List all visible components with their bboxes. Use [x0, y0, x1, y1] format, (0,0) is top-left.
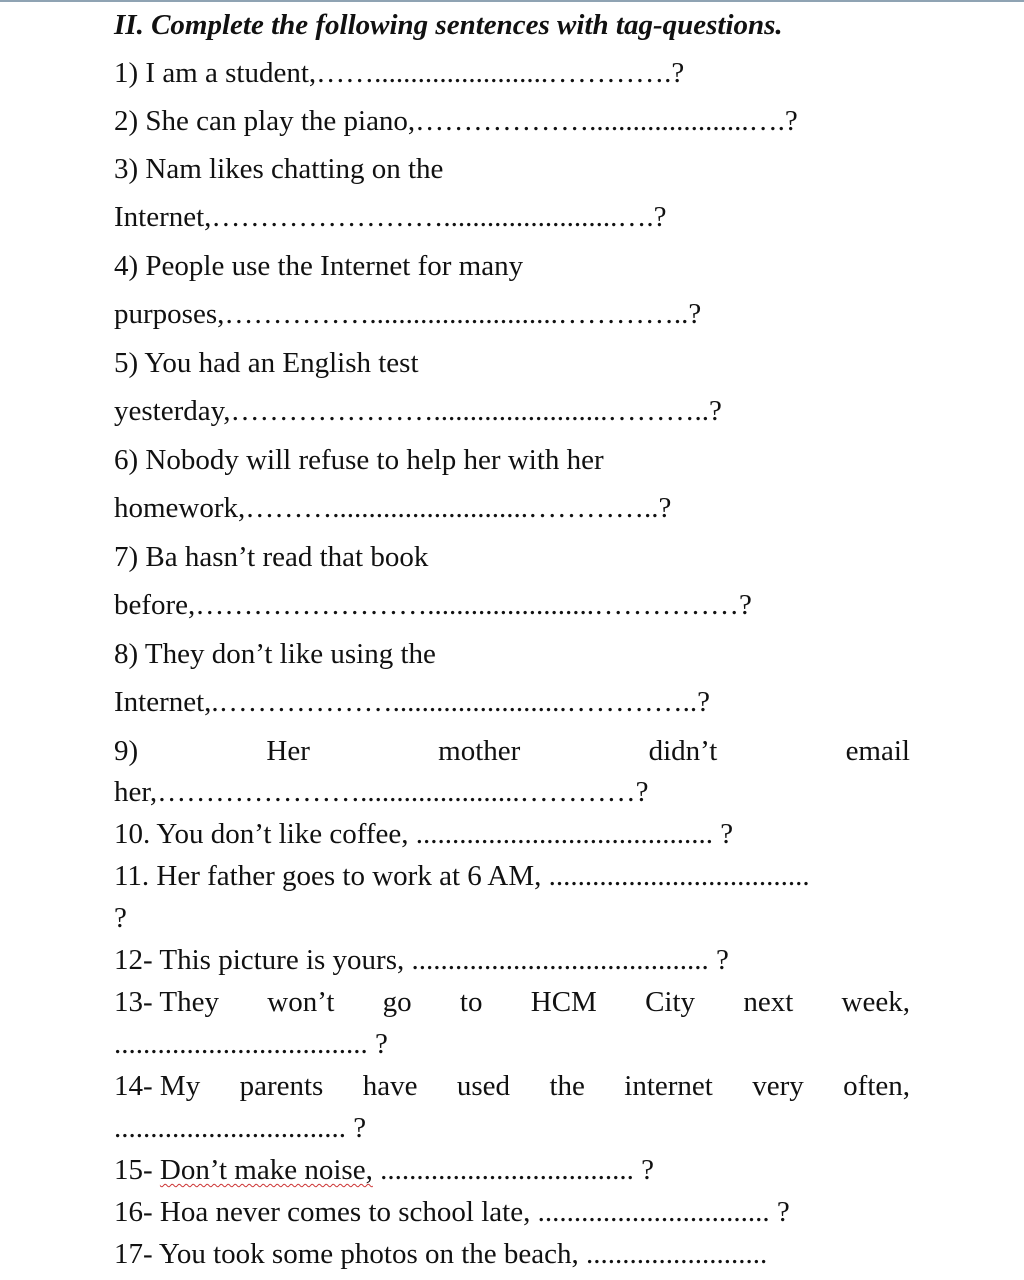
- item-13-word: City: [645, 986, 696, 1018]
- item-15-number: 15-: [114, 1154, 160, 1186]
- item-14-word: the: [549, 1070, 585, 1102]
- item-15: [114, 1153, 654, 1187]
- item-9-word: 9): [114, 735, 139, 767]
- item-13-word: go: [382, 986, 412, 1018]
- item-6-line-1: 6) Nobody will refuse to help her with her: [114, 444, 604, 476]
- item-9-word: didn’t: [648, 735, 718, 767]
- item-14-word: parents: [239, 1070, 324, 1102]
- item-5-line-2: yesterday,…………………........................………..?: [114, 395, 722, 427]
- item-14-word: very: [752, 1070, 804, 1102]
- section-heading: II. Complete the following sentences with tag-questions.: [114, 9, 783, 41]
- item-14-word: internet: [624, 1070, 713, 1102]
- item-3-line-1: 3) Nam likes chatting on the: [114, 153, 444, 185]
- item-8-line-1: 8) They don’t like using the: [114, 638, 436, 670]
- item-9-line-1: [114, 734, 910, 768]
- item-15-blank: ................................... ?: [372, 1154, 654, 1186]
- item-15-spellcheck-text: Don’t make noise,: [159, 1154, 373, 1186]
- item-9-word: email: [845, 735, 910, 767]
- item-14-line-1: [114, 1069, 910, 1103]
- item-13-word: week,: [841, 986, 910, 1018]
- item-8-line-2: Internet,.………………........................…………..?: [114, 686, 711, 718]
- item-11-line-2: ?: [114, 902, 127, 934]
- item-13-line-2: ................................... ?: [114, 1028, 388, 1060]
- item-4-line-1: 4) People use the Internet for many: [114, 250, 524, 282]
- item-9-word: mother: [438, 735, 521, 767]
- item-7-line-1: 7) Ba hasn’t read that book: [114, 541, 429, 573]
- item-9-word: Her: [266, 735, 310, 767]
- item-13-line-1: [114, 985, 910, 1019]
- item-13-word: next: [743, 986, 794, 1018]
- item-17: 17- You took some photos on the beach, .........................: [114, 1238, 768, 1270]
- item-13-word: HCM: [530, 986, 597, 1018]
- item-10: 10. You don’t like coffee, ......................................... ?: [114, 818, 734, 850]
- item-16: 16- Hoa never comes to school late, ................................ ?: [114, 1196, 790, 1228]
- item-14-line-2: ................................ ?: [114, 1112, 367, 1144]
- item-5-line-1: 5) You had an English test: [114, 347, 419, 379]
- item-14-word: used: [456, 1070, 511, 1102]
- item-1: 1) I am a student,……........................………….?: [114, 57, 685, 89]
- item-14-word: 14- My: [114, 1070, 201, 1102]
- item-7-line-2: before,…………………….......................……………?: [114, 589, 752, 621]
- item-4-line-2: purposes,……………..........................…………..?: [114, 298, 702, 330]
- item-9-line-2: her,…………………......................…………?: [114, 776, 649, 808]
- item-11-line-1: 11. Her father goes to work at 6 AM, ....................................: [114, 860, 810, 892]
- item-12: 12- This picture is yours, ......................................... ?: [114, 944, 729, 976]
- item-13-word: 13- They: [114, 986, 219, 1018]
- item-14-word: often,: [843, 1070, 910, 1102]
- item-13-word: to: [459, 986, 483, 1018]
- item-2: 2) She can play the piano,………………......................….?: [114, 105, 798, 137]
- item-3-line-2: Internet,……………………........................….?: [114, 201, 667, 233]
- item-6-line-2: homework,………...........................…………..?: [114, 492, 672, 524]
- item-13-word: won’t: [267, 986, 335, 1018]
- item-14-word: have: [362, 1070, 418, 1102]
- top-border: [0, 0, 1024, 2]
